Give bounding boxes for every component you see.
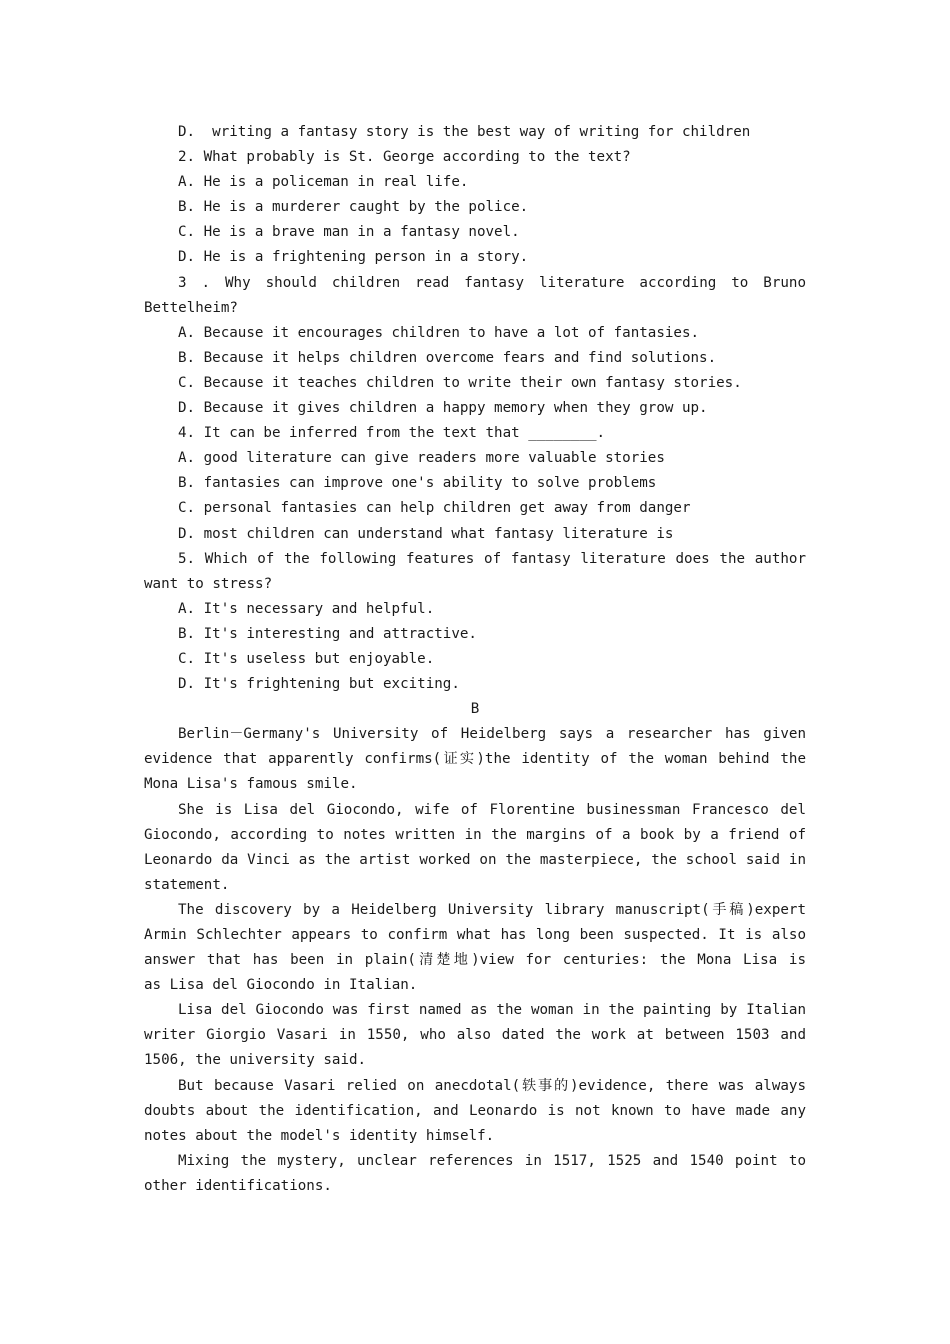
q3-stem-line1: 3 . Why should children read fantasy literature according to Bruno [178, 274, 806, 291]
paragraph-line: Mona Lisa's famous smile. [144, 776, 358, 793]
q4-stem: 4. It can be inferred from the text that ________. [178, 425, 606, 442]
q4-option-b: B. fantasies can improve one's ability to solve problems [178, 475, 657, 492]
q2-stem: 2. What probably is St. George according to the text? [178, 149, 631, 166]
q3-option-a: A. Because it encourages children to have a lot of fantasies. [178, 324, 700, 341]
q3-stem-line2: Bettelheim? [144, 299, 238, 316]
q4-option-a: A. good literature can give readers more valuable stories [178, 450, 665, 467]
paragraph-line: as Lisa del Giocondo in Italian. [144, 977, 418, 994]
q2-option-a: A. He is a policeman in real life. [178, 174, 469, 191]
paragraph-line: writer Giorgio Vasari in 1550, who also dated the work at between 1503 and [144, 1027, 806, 1044]
paragraph-line: Mixing the mystery, unclear references in 1517, 1525 and 1540 point to [178, 1152, 806, 1169]
paragraph-line: other identifications. [144, 1177, 332, 1194]
paragraph-line: The discovery by a Heidelberg University library manuscript(手稿)expert [178, 901, 806, 918]
paragraph-line: statement. [144, 876, 230, 893]
paragraph-line: Lisa del Giocondo was first named as the woman in the painting by Italian [178, 1002, 806, 1019]
q2-option-c: C. He is a brave man in a fantasy novel. [178, 224, 520, 241]
q2-option-d: D. He is a frightening person in a story. [178, 249, 529, 266]
paragraph-line: Berlin－Germany's University of Heidelberg says a researcher has given [178, 726, 806, 743]
paragraph-line: evidence that apparently confirms(证实)the identity of the woman behind the [144, 751, 806, 768]
q4-option-d: D. most children can understand what fantasy literature is [178, 525, 674, 542]
paragraph-line: doubts about the identification, and Leonardo is not known to have made any [144, 1102, 806, 1119]
q3-option-d: D. Because it gives children a happy memory when they grow up. [178, 400, 708, 417]
paragraph-line: 1506, the university said. [144, 1052, 367, 1069]
q1-option-d: D. writing a fantasy story is the best way of writing for children [178, 124, 751, 140]
q5-option-b: B. It's interesting and attractive. [178, 625, 477, 642]
paragraph-line: But because Vasari relied on anecdotal(轶事的)evidence, there was always [178, 1077, 806, 1094]
q3-option-c: C. Because it teaches children to write their own fantasy stories. [178, 374, 742, 391]
q5-option-a: A. It's necessary and helpful. [178, 600, 435, 617]
paragraph-line: Armin Schlechter appears to confirm what has long been suspected. It is also [144, 927, 806, 943]
paragraph-line: answer that has been in plain(清楚地)view for centuries: the Mona Lisa is [144, 952, 806, 969]
paragraph-line: Giocondo, according to notes written in the margins of a book by a friend of [144, 826, 806, 843]
q5-option-c: C. It's useless but enjoyable. [178, 650, 435, 667]
q4-option-c: C. personal fantasies can help children get away from danger [178, 500, 691, 517]
q5-option-d: D. It's frightening but exciting. [178, 676, 460, 693]
q5-stem-line2: want to stress? [144, 575, 273, 592]
paragraph-line: She is Lisa del Giocondo, wife of Florentine businessman Francesco del [178, 801, 806, 818]
paragraph-line: Leonardo da Vinci as the artist worked on the masterpiece, the school said in [144, 851, 806, 868]
section-heading: B [470, 701, 480, 718]
q5-stem-line1: 5. Which of the following features of fantasy literature does the author [178, 550, 806, 567]
q2-option-b: B. He is a murderer caught by the police. [178, 199, 529, 216]
paragraph-line: notes about the model's identity himself. [144, 1127, 495, 1144]
q3-option-b: B. Because it helps children overcome fears and find solutions. [178, 349, 717, 366]
document-page [144, 120, 806, 1199]
